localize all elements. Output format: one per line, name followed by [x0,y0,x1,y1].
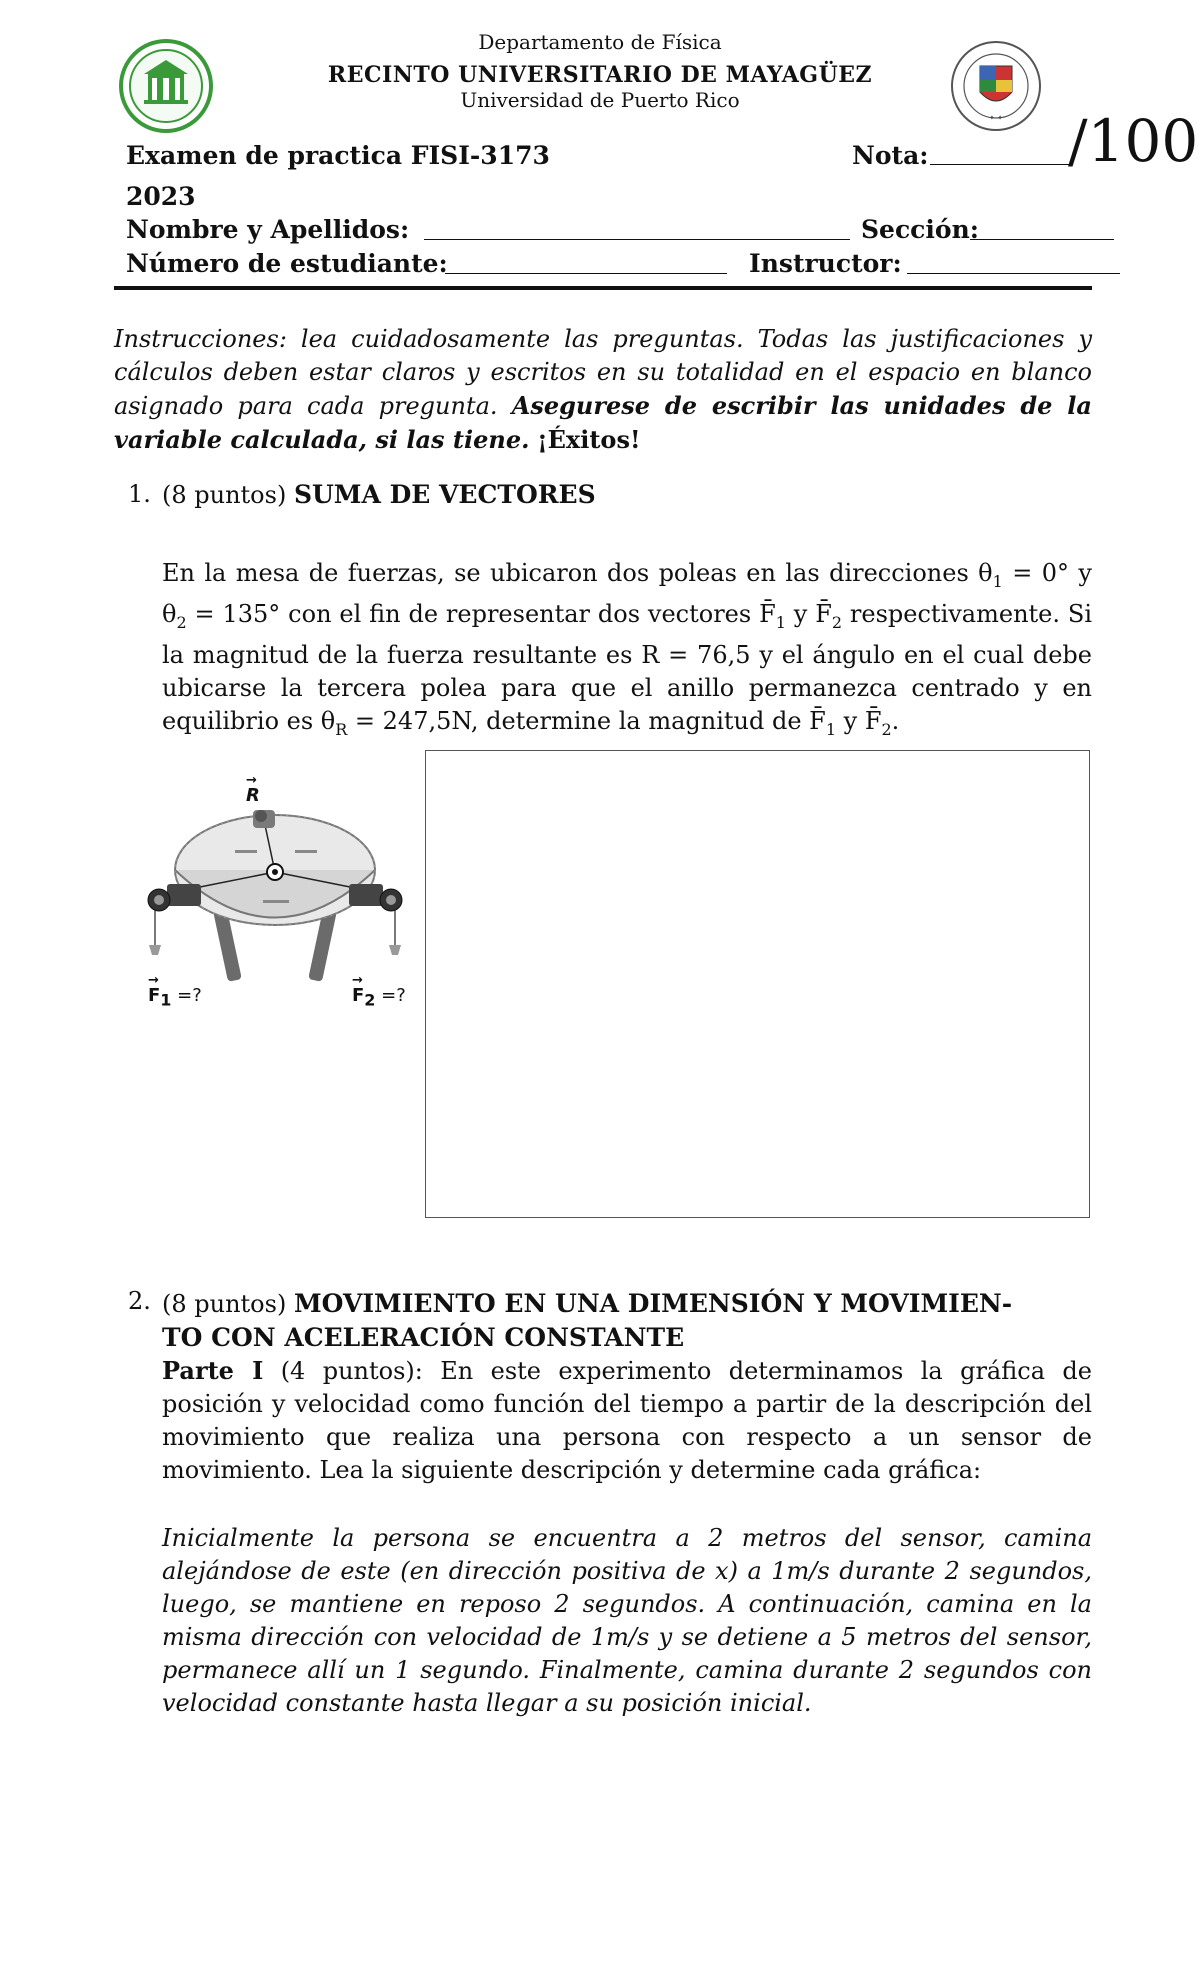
section-label: Sección: [861,215,979,244]
q2-part1-label: Parte I [162,1356,264,1385]
f1-label: → $F_1$ =? [148,973,202,1010]
f2-letter: F [352,985,365,1006]
q1-sub: 1 [992,571,1003,591]
resultant-R: R [246,785,260,806]
university-name: Universidad de Puerto Rico [460,88,740,112]
f2-label: → $F_2$ =? [352,973,406,1010]
student-number-blank[interactable] [445,273,727,274]
resultant-label: → R [246,773,260,806]
q1-body-text: = 247,5N, determine la magnitud de F̄ [347,706,826,735]
q2-part1 [162,1354,1092,1487]
instructions [114,323,1092,457]
name-label: Nombre y Apellidos: [126,215,410,244]
f1-sub: 1 [160,990,172,1010]
upr-seal-logo [950,40,1042,132]
q1-points [162,480,596,509]
q1-body-text: y F̄ [836,706,882,735]
q1-body-text: = 0° y θ [162,559,1092,628]
department-name: Departamento de Física [478,30,722,54]
q1-body-text: y F̄ [785,599,832,628]
uprm-logo [118,38,214,134]
grade-total: /100 [1068,107,1199,175]
q2-part1-text: En este experimento determinamos la gráfica de posición y velocidad como función del tiempo a partir de la descripción del movimiento que realiza una persona con respecto a un sensor de movimiento. Lea la siguiente descripción y determine cada gráfica: [162,1357,1092,1484]
f1-tail: =? [171,985,202,1006]
q1-title: SUMA DE VECTORES [293,480,596,509]
exam-year: 2023 [126,182,196,211]
student-number-label: Número de estudiante: [126,249,448,278]
q1-body-text: En la mesa de fuerzas, se ubicaron dos poleas en las direcciones θ [162,559,993,587]
f1-letter: F [148,985,161,1006]
q1-number: 1. [128,480,151,508]
q1-body-text: respectivamente. Si la magnitud de la fuerza resultante es R = 76,5 y el ángulo en el cual debe ubicarse la tercera polea para que el anillo permanezca centrado y en equilibrio es θ [162,599,1092,735]
q1-sub: 2 [176,612,187,632]
campus-name: RECINTO UNIVERSITARIO DE MAYAGÜEZ [327,62,873,88]
section-blank[interactable] [970,239,1114,240]
grade-label: Nota: [852,141,929,170]
q1-sub: 1 [775,612,786,632]
q1-body [162,557,1092,745]
q2-number: 2. [128,1287,151,1315]
instructions-closing: ¡Éxitos! [537,425,641,454]
q1-points-text: (8 puntos) [162,481,287,509]
q1-sub: 1 [825,719,837,739]
q1-sub: 2 [831,612,843,632]
q1-body-text: . [891,706,900,735]
instructor-blank[interactable] [907,273,1120,274]
f2-tail: =? [375,985,406,1006]
instructions-text: Instrucciones: lea cuidadosamente las preguntas. Todas las justificaciones y cálculos deben estar claros y escritos en su totalidad en el espacio en blanco asignado para cada pregunta. [114,325,1092,420]
q1-sub: 2 [881,719,892,739]
name-blank[interactable] [424,239,850,240]
svg-text:✦ ✦: ✦ ✦ [989,114,1003,122]
f2-sub: 2 [364,990,376,1010]
instructor-label: Instructor: [749,249,902,278]
q1-sub: R [335,719,348,739]
q2-points: (8 puntos) [162,1290,287,1318]
instructions-units-note: Asegurese de escribir las unidades de la variable calculada, si las tiene. [114,391,1092,454]
q1-answer-box[interactable] [425,750,1090,1218]
q2-title-line2: TO CON ACELERACIÓN CONSTANTE [162,1323,685,1352]
exam-title: Examen de practica FISI-3173 [126,141,550,170]
q1-body-text: = 135° con el fin de representar dos vectores F̄ [186,599,776,628]
q2-part1-points: (4 puntos): [280,1357,423,1385]
header-rule [114,286,1092,290]
q2-description: Inicialmente la persona se encuentra a 2 metros del sensor, camina alejándose de este (en dirección positiva de x) a 1m/s durante 2 segundos, luego, se mantiene en reposo 2 segundos. A continuación, camina en la misma dirección con velocidad de 1m/s y se detiene a 5 metros del sensor, permanece allí un 1 segundo. Finalmente, camina durante 2 segundos con velocidad constante hasta llegar a su posición inicial. [162,1524,1092,1717]
q2-title-line1: MOVIMIENTO EN UNA DIMENSIÓN Y MOVIMIEN- [293,1289,1013,1318]
q2-heading [162,1287,1092,1355]
grade-blank[interactable] [930,164,1070,165]
